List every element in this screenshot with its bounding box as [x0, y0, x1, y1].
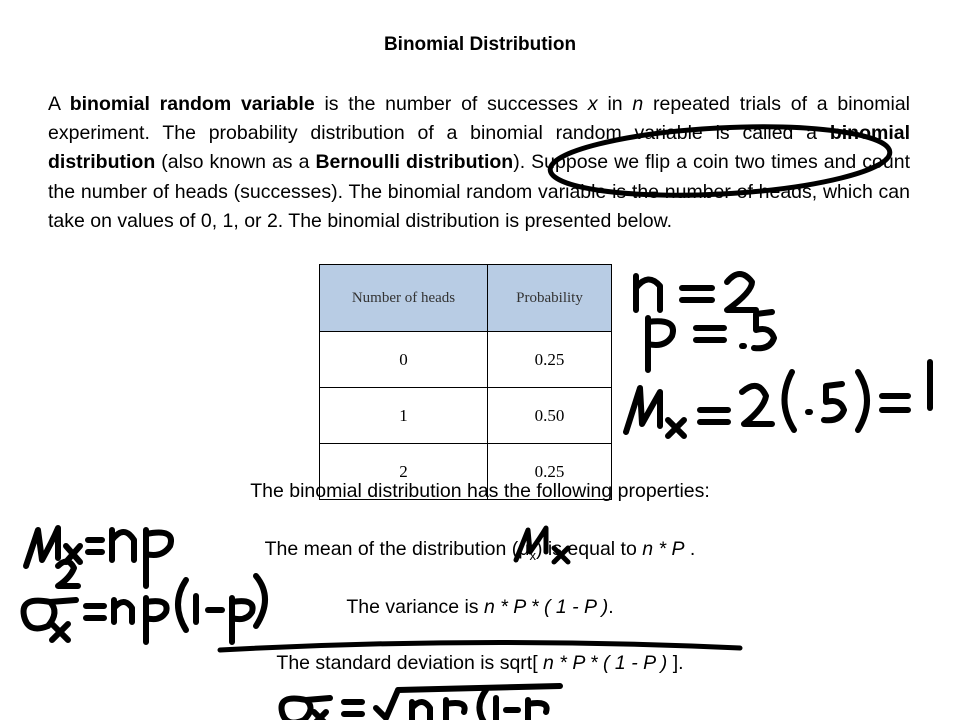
- term-binomial-random-variable: binomial random variable: [69, 93, 315, 115]
- column-header-heads: Number of heads: [320, 265, 488, 332]
- property-variance: The variance is n * P * ( 1 - P ).: [346, 596, 614, 618]
- property-standard-deviation: The standard deviation is sqrt[ n * P * ( 1 - P ) ].: [276, 652, 684, 674]
- distribution-table: [319, 264, 612, 500]
- handwritten-mean-calculation: [626, 362, 930, 436]
- table-cell: 1: [320, 388, 488, 444]
- column-header-probability: Probability: [488, 265, 612, 332]
- table-row: [320, 388, 612, 444]
- table-cell: 0.50: [488, 388, 612, 444]
- table-cell: 0: [320, 332, 488, 388]
- strike-annotation: [220, 642, 740, 650]
- term-bernoulli-distribution: Bernoulli distribution: [315, 151, 514, 174]
- term-binomial-distribution: binomial distribution: [48, 122, 910, 174]
- handwritten-p-equals-point-5: [648, 312, 774, 370]
- properties-heading: The binomial distribution has the following properties:: [250, 480, 710, 502]
- handwritten-n-equals-2: [636, 274, 756, 310]
- handwritten-standard-deviation-formula: [282, 686, 561, 720]
- table-cell: 2: [320, 444, 488, 500]
- page-title: Binomial Distribution: [383, 34, 577, 55]
- table-cell: 0.25: [488, 332, 612, 388]
- table-cell: 0.25: [488, 444, 612, 500]
- property-mean: The mean of the distribution $(\mu_x)$ is equal to n * P .: [264, 538, 696, 563]
- table-row: [320, 332, 612, 388]
- table-header-row: [320, 265, 612, 332]
- intro-paragraph: A binomial random variable is the number of successes x in n repeated trials of a binomial experiment. The probability distribution of a binomial random variable is called a binomial distribution (also known as a Bernoulli distribution). Suppose we flip a coin two times and count the number of heads (successes). The binomial random variable is the number of heads, which can take on values of 0, 1, or 2. The binomial distribution is presented below.: [48, 93, 911, 232]
